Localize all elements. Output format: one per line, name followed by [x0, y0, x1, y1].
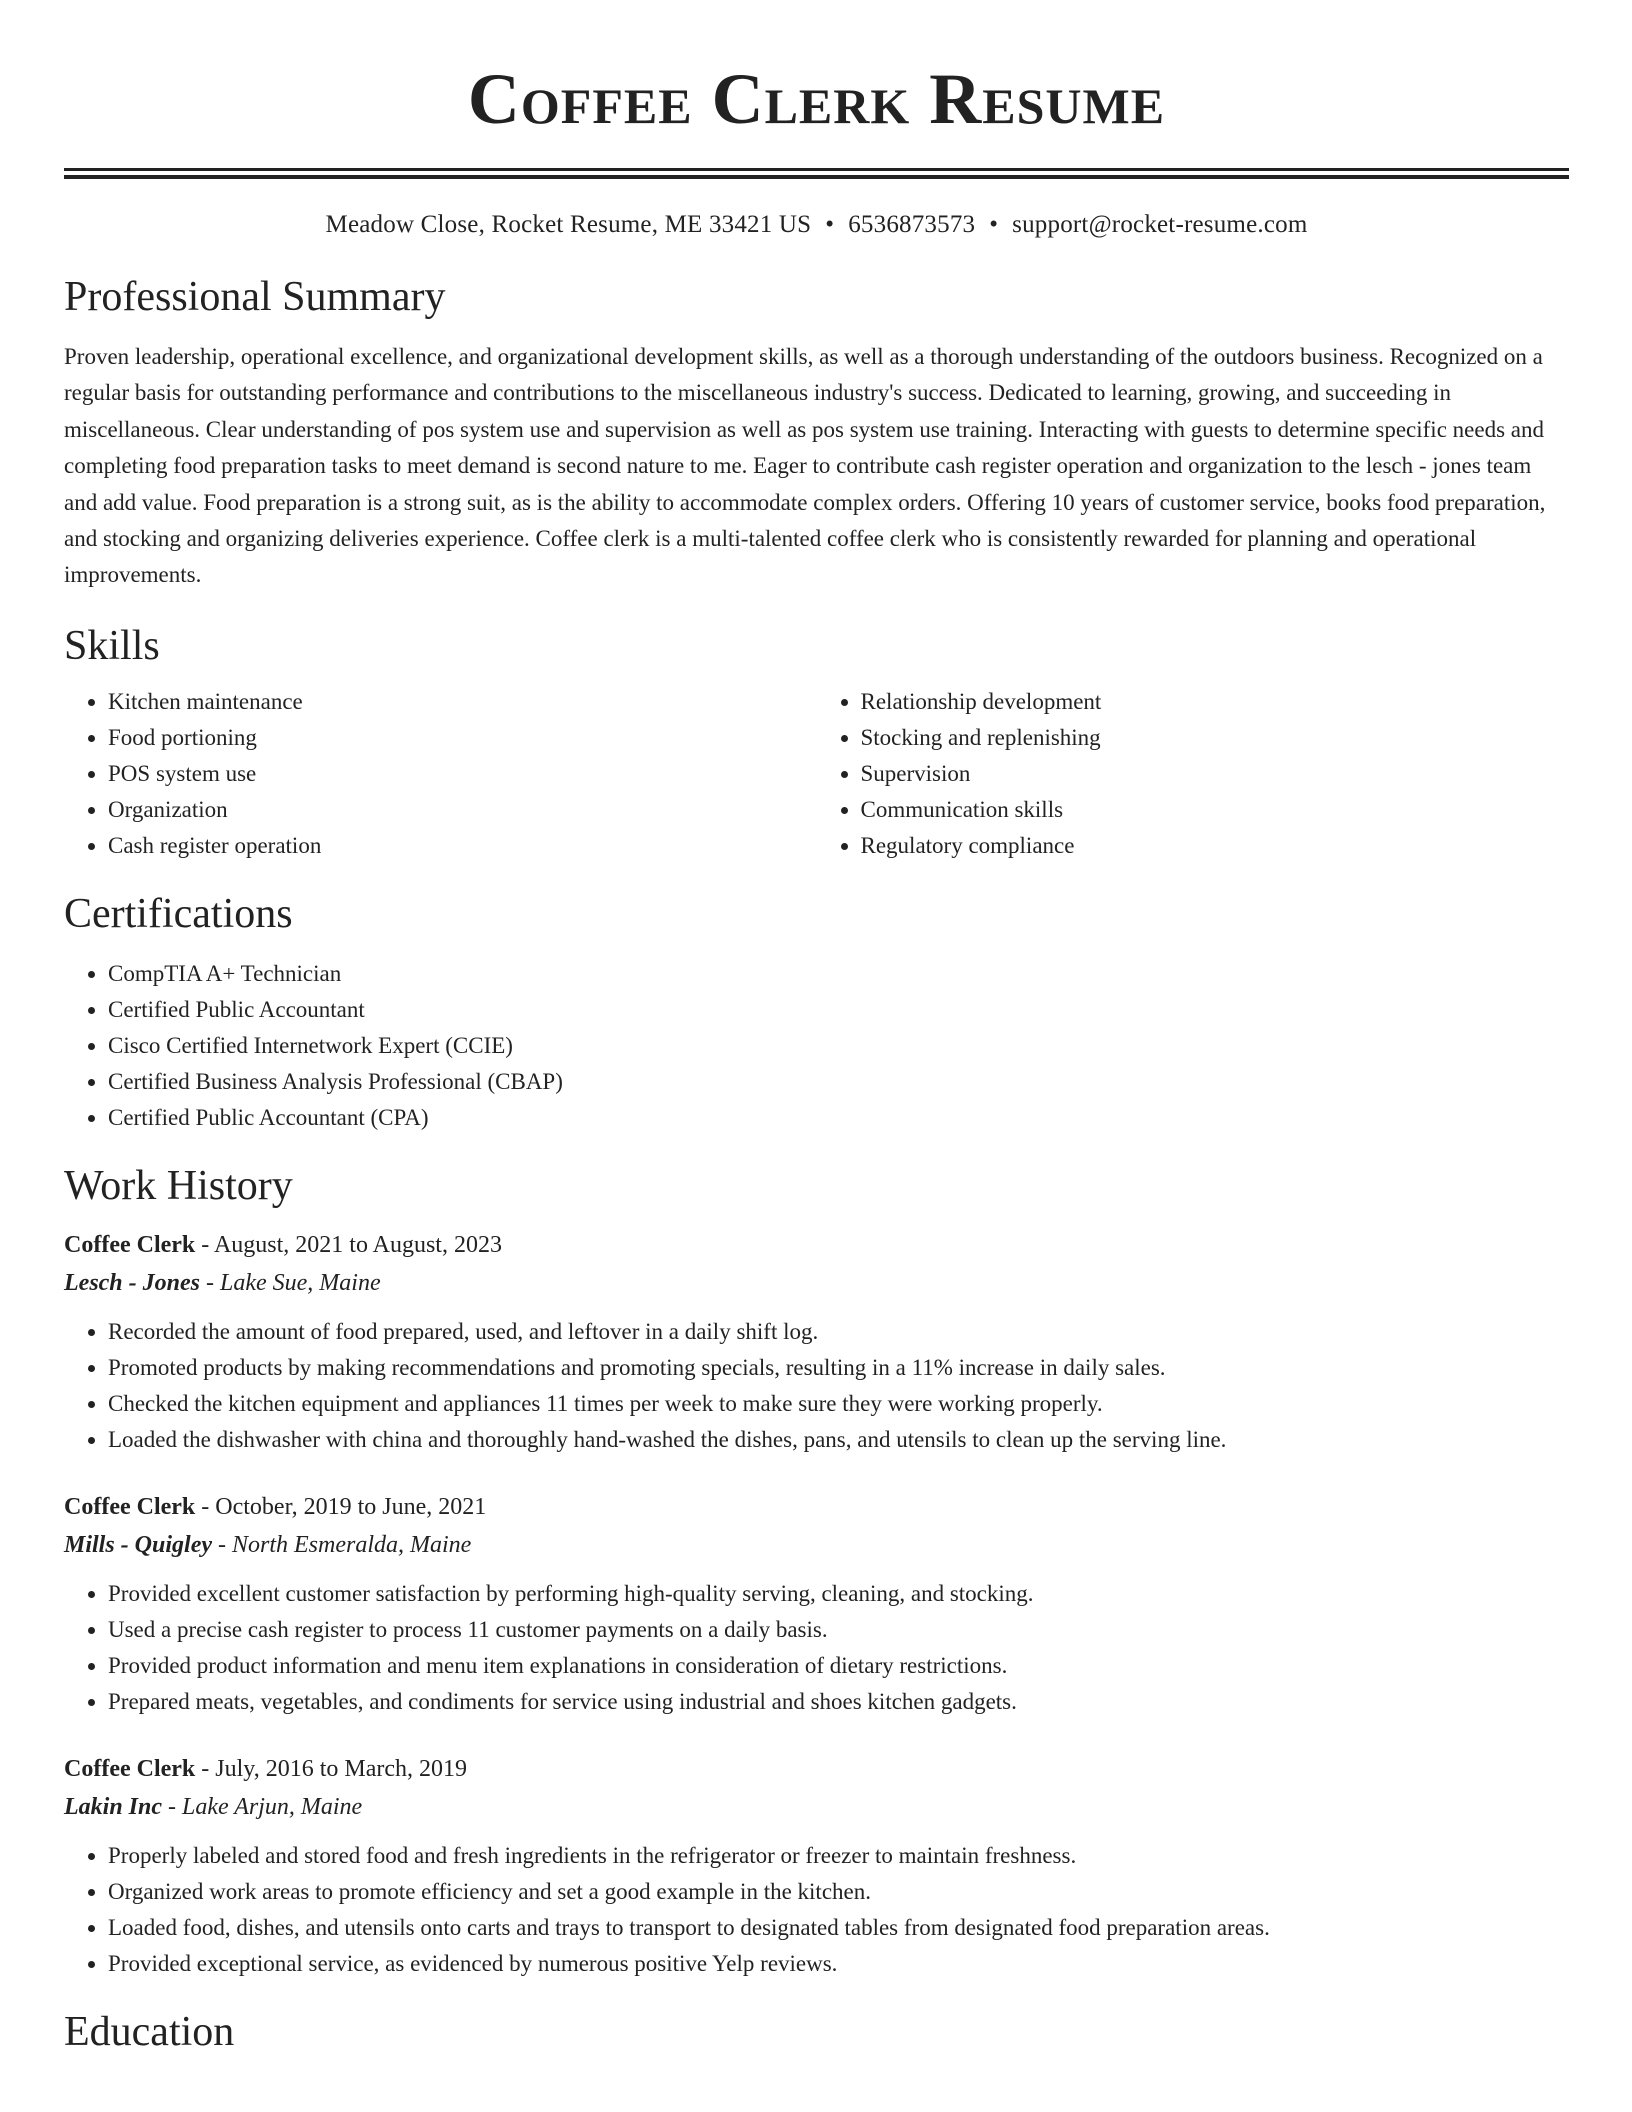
job-company-line: [64, 1262, 1569, 1304]
job-bullet: • Provided exceptional service, as evidenced by numerous positive Yelp reviews.: [108, 1946, 1569, 1982]
work-history-heading: Work History: [64, 1162, 293, 1209]
job-bullet: • Loaded the dishwasher with china and thoroughly hand-washed the dishes, pans, and utensils to clean up the serving line.: [108, 1422, 1569, 1458]
skill-item: • Food portioning: [108, 720, 817, 756]
contact-address: Meadow Close, Rocket Resume, ME 33421 US: [325, 211, 812, 238]
job-bullet: • Organized work areas to promote efficiency and set a good example in the kitchen.: [108, 1874, 1569, 1910]
certification-item: • Certified Public Accountant (CPA): [108, 1100, 1569, 1136]
job-bullet: • Loaded food, dishes, and utensils onto carts and trays to transport to designated tables from designated food preparation areas.: [108, 1910, 1569, 1946]
contact-separator: •: [825, 211, 835, 238]
certifications-heading: Certifications: [64, 890, 293, 937]
certification-item: • CompTIA A+ Technician: [108, 956, 1569, 992]
job-entry: [64, 1228, 1569, 1458]
job-location: - North Esmeralda, Maine: [212, 1531, 472, 1558]
job-bullet: • Prepared meats, vegetables, and condiments for service using industrial and shoes kitchen gadgets.: [108, 1684, 1569, 1720]
job-header: [64, 1228, 1569, 1262]
job-bullet: • Properly labeled and stored food and fresh ingredients in the refrigerator or freezer to maintain freshness.: [108, 1838, 1569, 1874]
job-bullet: • Used a precise cash register to process 11 customer payments on a daily basis.: [108, 1612, 1569, 1648]
job-company: Lakin Inc: [64, 1793, 163, 1820]
job-header: [64, 1752, 1569, 1786]
contact-line: [64, 209, 1569, 241]
certification-item: • Cisco Certified Internetwork Expert (CCIE): [108, 1028, 1569, 1064]
job-company: Lesch - Jones: [64, 1269, 200, 1296]
contact-email: support@rocket-resume.com: [1012, 211, 1308, 238]
summary-text: Proven leadership, operational excellence, and organizational development skills, as well as a thorough understanding of the outdoors business. Recognized on a regular basis for outstanding performance and contributions to the miscellaneous industry's success. Dedicated to learning, growing, and succeeding in miscellaneous. Clear understanding of pos system use and supervision as well as pos system use training. Interacting with guests to determine specific needs and completing food preparation tasks to meet demand is second nature to me. Eager to contribute cash register operation and organization to the lesch - jones team and add value. Food preparation is a strong suit, as is the ability to accommodate complex orders. Offering 10 years of customer service, books food preparation, and stocking and organizing deliveries experience. Coffee clerk is a multi-talented coffee clerk who is consistently rewarded for planning and operational improvements.: [64, 344, 1546, 588]
skill-item: • Communication skills: [861, 792, 1570, 828]
summary-heading: Professional Summary: [64, 274, 446, 320]
contact-phone: 6536873573: [848, 211, 976, 238]
education-heading: Education: [64, 2008, 235, 2055]
certifications-list: [64, 956, 1569, 1136]
job-company-line: [64, 1786, 1569, 1828]
contact-separator: •: [989, 211, 999, 238]
certification-item: • Certified Public Accountant: [108, 992, 1569, 1028]
job-dates: - October, 2019 to June, 2021: [195, 1493, 487, 1520]
job-dates: - July, 2016 to March, 2019: [195, 1755, 468, 1782]
skill-item: • Cash register operation: [108, 828, 817, 864]
skill-item: • Relationship development: [861, 684, 1570, 720]
skill-item: • Regulatory compliance: [861, 828, 1570, 864]
skill-item: • Stocking and replenishing: [861, 720, 1570, 756]
job-location: - Lake Arjun, Maine: [162, 1793, 363, 1820]
job-bullets: [64, 1838, 1569, 1982]
job-entry: [64, 1490, 1569, 1720]
skills-heading: Skills: [64, 622, 160, 669]
skills-list-right: [817, 684, 1570, 864]
job-bullet: • Provided product information and menu item explanations in consideration of dietary restrictions.: [108, 1648, 1569, 1684]
skills-list-left: [64, 684, 817, 864]
resume-title: Coffee Clerk Resume: [467, 59, 1166, 139]
job-bullets: [64, 1314, 1569, 1458]
job-dates: - August, 2021 to August, 2023: [195, 1231, 502, 1258]
job-company-line: [64, 1524, 1569, 1566]
job-title: Coffee Clerk: [64, 1755, 196, 1782]
job-title: Coffee Clerk: [64, 1231, 196, 1258]
job-bullet: • Promoted products by making recommendations and promoting specials, resulting in a 11% increase in daily sales.: [108, 1350, 1569, 1386]
job-bullets: [64, 1576, 1569, 1720]
skill-item: • Kitchen maintenance: [108, 684, 817, 720]
job-bullet: • Recorded the amount of food prepared, used, and leftover in a daily shift log.: [108, 1314, 1569, 1350]
job-bullet: • Provided excellent customer satisfaction by performing high-quality serving, cleaning, and stocking.: [108, 1576, 1569, 1612]
job-bullet: • Checked the kitchen equipment and appliances 11 times per week to make sure they were working properly.: [108, 1386, 1569, 1422]
job-entry: [64, 1752, 1569, 1982]
title-divider: [64, 168, 1569, 179]
skills-columns: [64, 684, 1569, 864]
job-title: Coffee Clerk: [64, 1493, 196, 1520]
job-company: Mills - Quigley: [64, 1531, 212, 1558]
certification-item: • Certified Business Analysis Professional (CBAP): [108, 1064, 1569, 1100]
skill-item: • POS system use: [108, 756, 817, 792]
skill-item: • Supervision: [861, 756, 1570, 792]
resume-page: [64, 0, 1569, 2058]
job-location: - Lake Sue, Maine: [199, 1269, 381, 1296]
job-header: [64, 1490, 1569, 1524]
skill-item: • Organization: [108, 792, 817, 828]
